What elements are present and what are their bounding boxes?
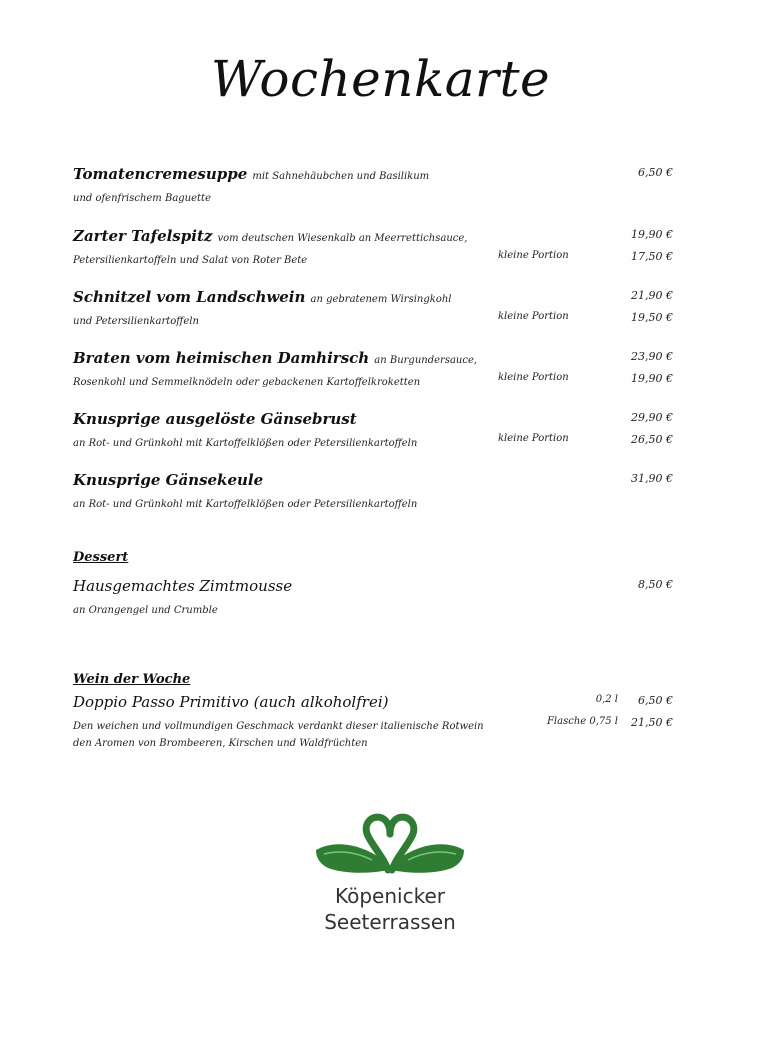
dish-name: Braten vom heimischen Damhirsch [73, 349, 370, 367]
small-portion-label: kleine Portion [498, 433, 569, 444]
small-portion-label: kleine Portion [498, 311, 569, 322]
wine-glass-price: 6,50 € [638, 694, 673, 707]
dish-description: an Burgundersauce, [374, 355, 478, 366]
small-portion-price: 17,50 € [631, 250, 673, 263]
menu-item [73, 470, 673, 511]
dish-description-line2: an Rot- und Grünkohl mit Kartoffelklößen oder Petersilienkartoffeln [73, 438, 418, 449]
dish-description-line2: an Rot- und Grünkohl mit Kartoffelklößen oder Petersilienkartoffeln [73, 499, 418, 510]
dish-name: Knusprige ausgelöste Gänsebrust [73, 410, 357, 428]
wine-description-line2: den Aromen von Brombeeren, Kirschen und Waldfrüchten [73, 738, 368, 749]
dish-description: mit Sahnehäubchen und Basilikum [252, 171, 430, 182]
dish-description-line2: und Petersilienkartoffeln [73, 316, 199, 327]
dish-price: 29,90 € [631, 411, 673, 424]
dish-price: 31,90 € [631, 472, 673, 485]
wine-description-line1: Den weichen und vollmundigen Geschmack verdankt dieser italienische Rotwein [73, 721, 484, 732]
dish-price: 19,90 € [631, 228, 673, 241]
dish-name: Knusprige Gänsekeule [73, 471, 264, 489]
page-title: Wochenkarte [210, 50, 551, 108]
wine-heading: Wein der Woche [73, 672, 191, 687]
menu-item [73, 409, 673, 450]
small-portion-label: kleine Portion [498, 372, 569, 383]
wine-bottle-quantity: Flasche 0,75 l [546, 716, 618, 727]
dish-description-line2: Petersilienkartoffeln und Salat von Roter Bete [73, 255, 308, 266]
small-portion-label: kleine Portion [498, 250, 569, 261]
wine-bottle-price: 21,50 € [631, 716, 673, 729]
dish-description-line2: und ofenfrischem Baguette [73, 193, 211, 204]
dish-name: Zarter Tafelspitz [73, 227, 213, 245]
wine-name: Doppio Passo Primitivo (auch alkoholfrei) [73, 693, 389, 711]
small-portion-price: 19,90 € [631, 372, 673, 385]
logo-line-2: Seeterrassen [324, 910, 456, 934]
dessert-price: 8,50 € [638, 578, 673, 591]
dessert-heading: Dessert [73, 550, 129, 565]
menu-item [73, 287, 673, 328]
swan-logo-icon [310, 812, 470, 882]
dish-price: 21,90 € [631, 289, 673, 302]
dessert-name: Hausgemachtes Zimtmousse [73, 577, 293, 595]
dish-name: Schnitzel vom Landschwein [73, 288, 306, 306]
menu-item [73, 226, 673, 267]
dish-price: 6,50 € [638, 166, 673, 179]
dish-price: 23,90 € [631, 350, 673, 363]
dessert-item [73, 576, 673, 617]
dish-description: vom deutschen Wiesenkalb an Meerrettichsauce, [217, 233, 468, 244]
wine-item [73, 692, 673, 750]
logo-line-1: Köpenicker [335, 884, 445, 908]
menu-item [73, 348, 673, 389]
menu-item [73, 164, 673, 205]
restaurant-logo [310, 812, 470, 942]
small-portion-price: 19,50 € [631, 311, 673, 324]
small-portion-price: 26,50 € [631, 433, 673, 446]
dish-description: an gebratenem Wirsingkohl [310, 294, 452, 305]
dish-description-line2: Rosenkohl und Semmelknödeln oder gebackenen Kartoffelkroketten [73, 377, 421, 388]
wine-glass-quantity: 0,2 l [595, 694, 618, 705]
dish-name: Tomatencremesuppe [73, 165, 248, 183]
dessert-description: an Orangengel und Crumble [73, 605, 218, 616]
